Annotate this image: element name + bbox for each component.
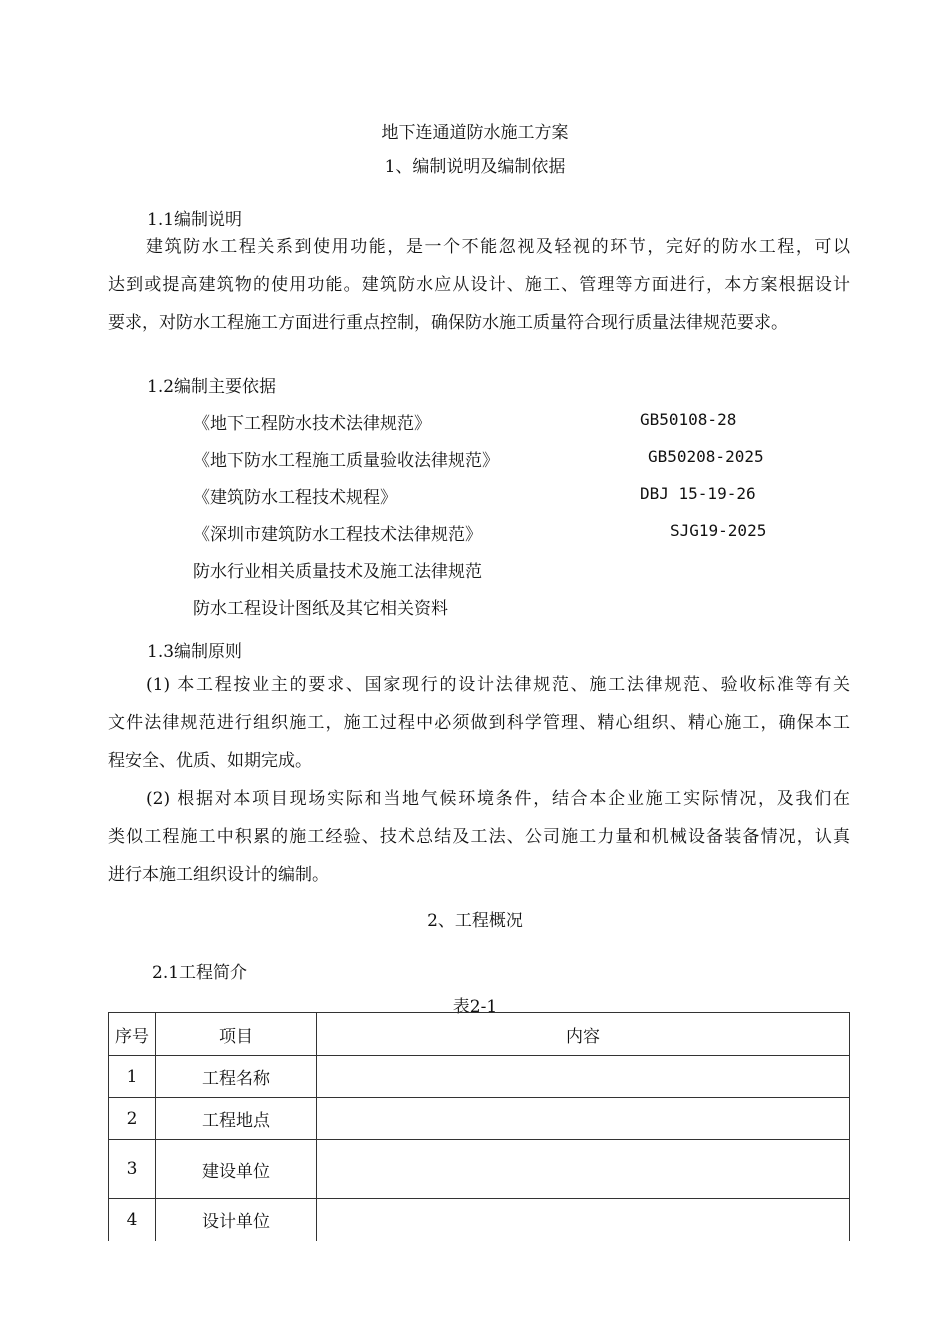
paragraph-line: 达到或提高建筑物的使用功能。建筑防水应从设计、施工、管理等方面进行，本方案根据设计	[108, 275, 850, 295]
subsection-2-1-heading: 2.1工程简介	[152, 963, 248, 983]
paragraph-line: 文件法律规范进行组织施工，施工过程中必须做到科学管理、精心组织、精心施工，确保本工	[108, 713, 850, 733]
reference-code: SJG19-2025	[670, 521, 767, 540]
reference-code: GB50108-28	[640, 410, 737, 429]
row-content	[317, 1140, 850, 1199]
subsection-1-3-heading: 1.3编制原则	[147, 642, 243, 662]
subsection-1-1-heading: 1.1编制说明	[147, 210, 243, 230]
reference-title: 《深圳市建筑防水工程技术法律规范》	[193, 525, 482, 545]
paragraph-line: (2) 根据对本项目现场实际和当地气候环境条件，结合本企业施工实际情况，及我们在	[146, 789, 850, 809]
paragraph-line: 程安全、优质、如期完成。	[108, 751, 312, 771]
table-row	[109, 1098, 850, 1140]
reference-title: 《地下工程防水技术法律规范》	[193, 414, 431, 434]
table-row	[109, 1140, 850, 1199]
paragraph-line: 类似工程施工中积累的施工经验、技术总结及工法、公司施工力量和机械设备装备情况，认真	[108, 827, 850, 847]
table-row	[109, 1199, 850, 1241]
paragraph-line: 建筑防水工程关系到使用功能，是一个不能忽视及轻视的环节，完好的防水工程，可以	[146, 237, 850, 257]
header-cell-content: 内容	[317, 1013, 850, 1056]
row-item: 设计单位	[156, 1199, 317, 1241]
row-content	[317, 1056, 850, 1098]
row-content	[317, 1098, 850, 1140]
paragraph-line: 要求，对防水工程施工方面进行重点控制，确保防水施工质量符合现行质量法律规范要求。	[108, 313, 788, 333]
paragraph-line: (1) 本工程按业主的要求、国家现行的设计法律规范、施工法律规范、验收标准等有关	[146, 675, 850, 695]
subsection-1-2-heading: 1.2编制主要依据	[147, 377, 277, 397]
project-info-table	[108, 1012, 850, 1241]
row-number: 1	[109, 1056, 156, 1098]
header-cell-item: 项目	[156, 1013, 317, 1056]
table-row	[109, 1056, 850, 1098]
reference-title: 防水行业相关质量技术及施工法律规范	[193, 562, 482, 582]
principle-2-paragraph	[108, 780, 850, 894]
table-header-row	[109, 1013, 850, 1056]
reference-title: 《建筑防水工程技术规程》	[193, 488, 397, 508]
row-content	[317, 1199, 850, 1241]
row-number: 3	[109, 1140, 156, 1199]
subsection-1-1-paragraph	[108, 228, 850, 342]
row-number: 2	[109, 1098, 156, 1140]
reference-title: 《地下防水工程施工质量验收法律规范》	[193, 451, 499, 471]
section-2-heading: 2、工程概况	[427, 911, 523, 931]
row-item: 建设单位	[156, 1140, 317, 1199]
row-item: 工程名称	[156, 1056, 317, 1098]
row-number: 4	[109, 1199, 156, 1241]
section-1-heading: 1、编制说明及编制依据	[384, 157, 566, 177]
table-caption: 表2-1	[452, 997, 498, 1017]
principle-1-paragraph	[108, 666, 850, 780]
reference-code: DBJ 15-19-26	[640, 484, 756, 503]
header-cell-no: 序号	[109, 1013, 156, 1056]
document-title: 地下连通道防水施工方案	[381, 123, 569, 143]
row-item: 工程地点	[156, 1098, 317, 1140]
reference-code: GB50208-2025	[648, 447, 764, 466]
paragraph-line: 进行本施工组织设计的编制。	[108, 865, 329, 885]
reference-title: 防水工程设计图纸及其它相关资料	[193, 599, 448, 619]
